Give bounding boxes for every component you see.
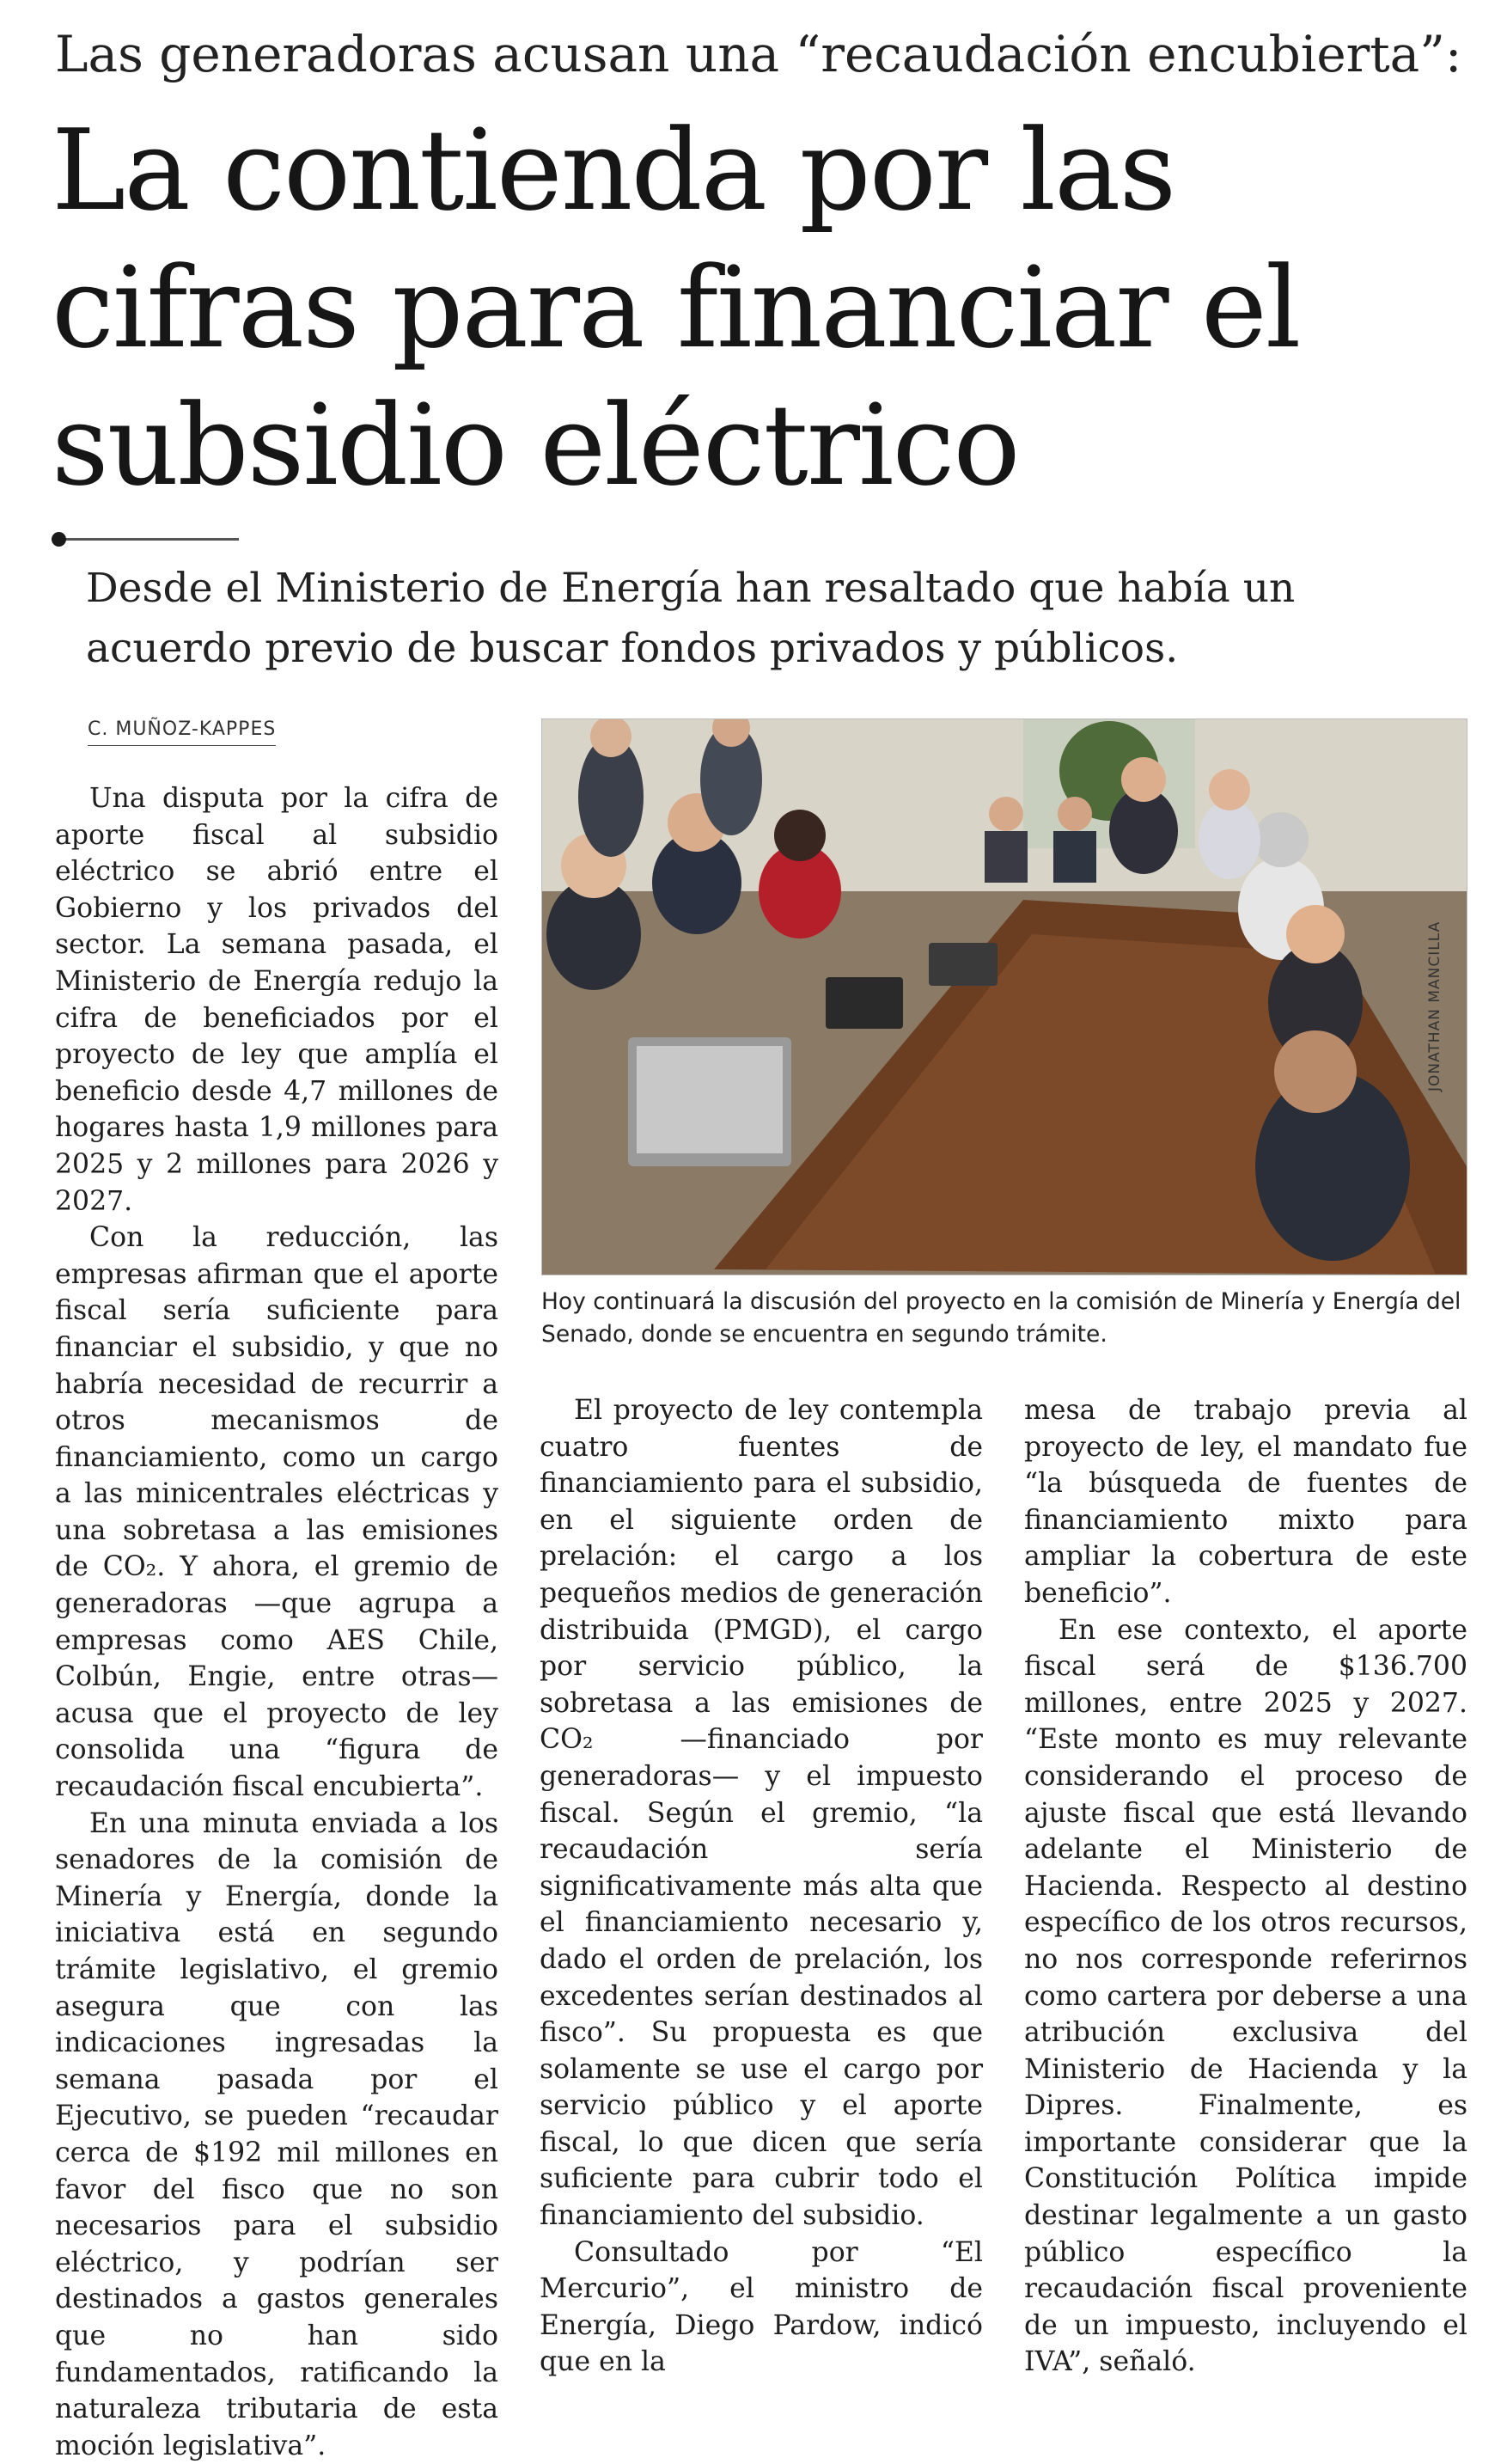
paragraph: Consultado por “El Mercurio”, el ministro de Energía, Diego Pardow, indicó que en la bbox=[540, 2236, 983, 2378]
photo-credit: JONATHAN MANCILLA bbox=[1426, 920, 1443, 1091]
paragraph: En ese contexto, el aporte fiscal será de $136.700 millones, entre 2025 y 2027. “Este monto es muy relevante considerando el proceso de ajuste fiscal que está llevando adelante el Ministerio de Hacienda. Respecto al destino específico de los otros recursos, no nos corresponde referirnos como cartera por deberse a una atribución exclusiva del Ministerio de Hacienda y la Dipres. Finalmente, es importante considerar que la Constitución Política impide destinar legalmente a un gasto público específico la recaudación fiscal proveniente de un impuesto, incluyendo el IVA”, señaló. bbox=[1024, 1614, 1467, 2378]
headline: La contienda por las cifras para financiar el subsidio eléctrico bbox=[52, 105, 1300, 511]
byline: C. MUÑOZ-KAPPES bbox=[88, 718, 276, 746]
paragraph: El proyecto de ley contempla cuatro fuentes de financiamiento para el subsidio, en el siguiente orden de prelación: el cargo a los pequeños medios de generación distribuida (PMGD), el cargo por servicio público, la sobretasa a las emisiones de CO₂ —financiado por generadoras— y el impuesto fiscal. Según el gremio, “la recaudación sería significativamente más alta que el financiamiento necesario y, dado el orden de prelación, los excedentes serían destinados al fisco”. Su propuesta es que solamente se use el cargo por servicio público y el aporte fiscal, lo que dicen que sería suficiente para cubrir todo el financiamiento del subsidio. bbox=[540, 1395, 983, 2232]
paragraph: Una disputa por la cifra de aporte fiscal al subsidio eléctrico se abrió entre el Gobierno y los privados del sector. La semana pasada, el Ministerio de Energía redujo la cifra de beneficiados por el proyecto de ley que amplía el beneficio desde 4,7 millones de hogares hasta 1,9 millones para 2025 y 2 millones para 2026 y 2027. bbox=[55, 783, 498, 1217]
paragraph: En una minuta enviada a los senadores de la comisión de Minería y Energía, donde la iniciativa está en segundo trámite legislativo, el gremio asegura que con las indicaciones ingresadas la semana pasada por el Ejecutivo, se pueden “recaudar cerca de $192 mil millones en favor del fisco que no son necesarios para el subsidio eléctrico, y podrían ser destinados a gastos generales que no han sido fundamentados, ratificando la naturaleza tributaria de esta moción legislativa”. bbox=[55, 1807, 498, 2461]
body-column-3 bbox=[1024, 1392, 1467, 2381]
paragraph: mesa de trabajo previa al proyecto de ley, el mandato fue “la búsqueda de fuentes de financiamiento mixto para ampliar la cobertura de este beneficio”. bbox=[1024, 1395, 1467, 1609]
kicker: Las generadoras acusan una “recaudación encubierta”: bbox=[55, 25, 1462, 83]
photo-caption: Hoy continuará la discusión del proyecto en la comisión de Minería y Energía del Senado, donde se encuentra en segundo trámite. bbox=[541, 1288, 1461, 1348]
body-column-2 bbox=[540, 1392, 983, 2381]
divider-rule bbox=[52, 538, 239, 541]
body-column-1 bbox=[55, 780, 498, 2464]
meeting-photo bbox=[541, 718, 1467, 1275]
divider-dot bbox=[52, 532, 66, 547]
deck: Desde el Ministerio de Energía han resaltado que había un acuerdo previo de buscar fondos privados y públicos. bbox=[86, 565, 1296, 672]
paragraph: Con la reducción, las empresas afirman que el aporte fiscal sería suficiente para financiar el subsidio, y que no habría necesidad de recurrir a otros mecanismos de financiamiento, como un cargo a las minicentrales eléctricas y una sobretasa a las emisiones de CO₂. Y ahora, el gremio de generadoras —que agrupa a empresas como AES Chile, Colbún, Engie, entre otras— acusa que el proyecto de ley consolida una “figura de recaudación fiscal encubierta”. bbox=[55, 1222, 498, 1803]
